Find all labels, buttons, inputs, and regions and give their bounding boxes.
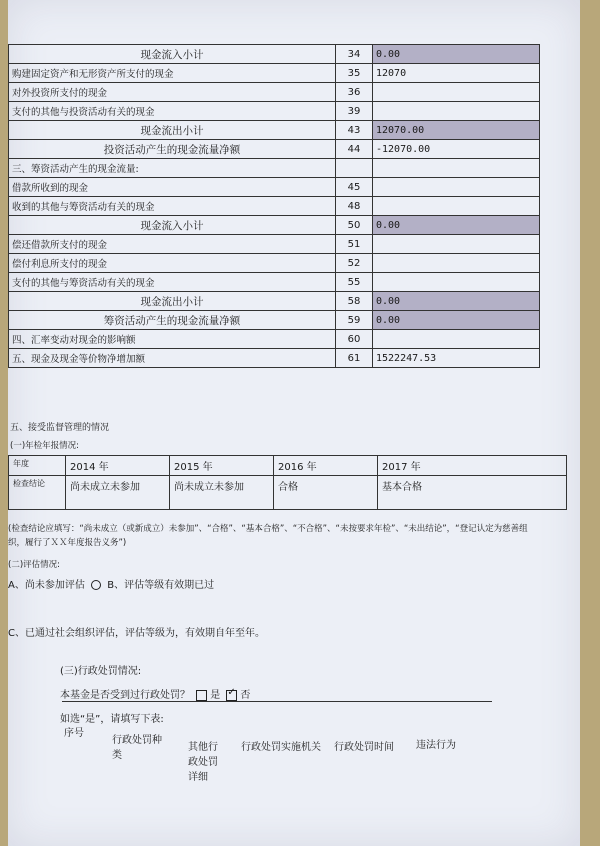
row-number: 55: [336, 273, 373, 292]
table-row: [9, 349, 540, 368]
table-row: [9, 178, 540, 197]
row-value: [373, 102, 540, 121]
row-value: [373, 159, 540, 178]
divider: [62, 701, 492, 702]
col-time: 行政处罚时间: [334, 742, 394, 753]
no-label: 否: [240, 690, 251, 701]
table-row: [9, 159, 540, 178]
row-label: 现金流出小计: [9, 121, 336, 140]
eval-option-c: C、已通过社会组织评估，评估等级为，有效期自年至年。: [8, 628, 265, 639]
row-label: 筹资活动产生的现金流量净额: [9, 311, 336, 330]
yes-label: 是: [210, 690, 221, 701]
evaluation-title: (二)评估情况:: [8, 560, 60, 570]
row-label: 购建固定资产和无形资产所支付的现金: [9, 64, 336, 83]
row-value: 0.00: [373, 292, 540, 311]
table-row: [9, 476, 567, 510]
radio-icon[interactable]: [91, 580, 101, 590]
eval-option-b: B、评估等级有效期已过: [107, 580, 215, 591]
table-row: [9, 64, 540, 83]
row-value: 1522247.53: [373, 349, 540, 368]
table-row: [9, 197, 540, 216]
table-row: [9, 273, 540, 292]
row-label: 三、筹资活动产生的现金流量:: [9, 159, 336, 178]
row-label: 现金流出小计: [9, 292, 336, 311]
row-value: [373, 178, 540, 197]
year-cell: 2017 年: [378, 456, 567, 476]
checkbox-no-checked[interactable]: [226, 690, 237, 701]
table-row: [9, 121, 540, 140]
result-cell: 尚未成立未参加: [66, 476, 170, 510]
row-label: 收到的其他与筹资活动有关的现金: [9, 197, 336, 216]
row-number: 36: [336, 83, 373, 102]
row-label: 偿付利息所支付的现金: [9, 254, 336, 273]
row-value: 0.00: [373, 216, 540, 235]
annual-inspection-table: [8, 455, 567, 510]
row-value: -12070.00: [373, 140, 540, 159]
table-row: [9, 311, 540, 330]
row-label: 现金流入小计: [9, 45, 336, 64]
row-label: 现金流入小计: [9, 216, 336, 235]
row-number: 34: [336, 45, 373, 64]
row-label: 对外投资所支付的现金: [9, 83, 336, 102]
row-label: 偿还借款所支付的现金: [9, 235, 336, 254]
row-label: 支付的其他与投资活动有关的现金: [9, 102, 336, 121]
row-number: 43: [336, 121, 373, 140]
table-row: [9, 140, 540, 159]
year-cell: 2016 年: [274, 456, 378, 476]
row-value: [373, 235, 540, 254]
penalty-title: (三)行政处罚情况:: [60, 666, 142, 677]
row-number: 58: [336, 292, 373, 311]
row-label: 借款所收到的现金: [9, 178, 336, 197]
row-number: 44: [336, 140, 373, 159]
row-label: 支付的其他与筹资活动有关的现金: [9, 273, 336, 292]
section-title: 五、接受监督管理的情况: [10, 423, 110, 433]
year-cell: 2015 年: [170, 456, 274, 476]
row-value: [373, 273, 540, 292]
result-cell: 合格: [274, 476, 378, 510]
checkbox-yes[interactable]: [196, 690, 207, 701]
row-label-year: 年度: [9, 456, 66, 476]
row-label: 投资活动产生的现金流量净额: [9, 140, 336, 159]
row-label: 四、汇率变动对现金的影响额: [9, 330, 336, 349]
annual-inspection-title: (一)年检年报情况:: [10, 441, 79, 451]
row-value: 0.00: [373, 45, 540, 64]
table-row: [9, 456, 567, 476]
table-row: [9, 292, 540, 311]
row-value: [373, 330, 540, 349]
row-value: 0.00: [373, 311, 540, 330]
row-number: 45: [336, 178, 373, 197]
result-cell: 尚未成立未参加: [170, 476, 274, 510]
col-authority: 行政处罚实施机关: [241, 742, 321, 753]
fill-instruction: 如选“是”，请填写下表:: [60, 714, 164, 725]
row-number: 39: [336, 102, 373, 121]
row-value: [373, 197, 540, 216]
year-cell: 2014 年: [66, 456, 170, 476]
row-number: 60: [336, 330, 373, 349]
eval-option-a: A、尚未参加评估: [8, 580, 85, 591]
row-value: 12070.00: [373, 121, 540, 140]
row-label: 五、现金及现金等价物净增加额: [9, 349, 336, 368]
row-number: 52: [336, 254, 373, 273]
row-value: [373, 254, 540, 273]
row-number: 35: [336, 64, 373, 83]
col-penalty-detail: 其他行政处罚详细: [188, 742, 218, 783]
col-violation: 违法行为: [416, 740, 456, 751]
penalty-question: 本基金是否受到过行政处罚？: [60, 690, 190, 701]
row-number: [336, 159, 373, 178]
result-cell: 基本合格: [378, 476, 567, 510]
table-row: [9, 330, 540, 349]
table-row: [9, 45, 540, 64]
table-row: [9, 83, 540, 102]
table-row: [9, 235, 540, 254]
table-row: [9, 102, 540, 121]
col-penalty-type: 行政处罚种类: [112, 735, 162, 761]
table-row: [9, 216, 540, 235]
row-number: 48: [336, 197, 373, 216]
col-serial: 序号: [64, 728, 84, 739]
row-value: [373, 83, 540, 102]
row-value: 12070: [373, 64, 540, 83]
row-number: 50: [336, 216, 373, 235]
table-row: [9, 254, 540, 273]
document-page: [8, 0, 580, 846]
row-label-result: 检查结论: [9, 476, 66, 510]
cashflow-table: [8, 44, 540, 368]
row-number: 51: [336, 235, 373, 254]
inspection-note: (检查结论应填写：“尚未成立（或新成立）未参加”、“合格”、“基本合格”、“不合格”、“未按要求年检”、“未出结论”，“登记认定为慈善组织，履行了ＸＸ年度报告义务”): [8, 524, 528, 548]
row-number: 61: [336, 349, 373, 368]
row-number: 59: [336, 311, 373, 330]
